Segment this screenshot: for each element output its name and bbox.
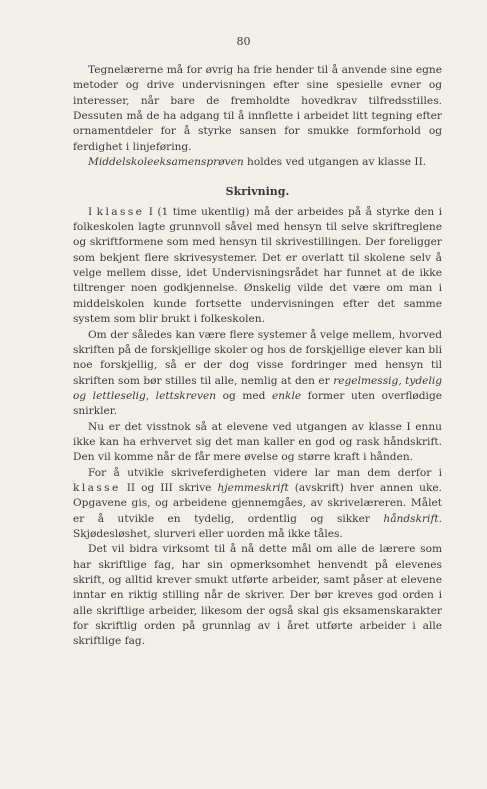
text-run: former uten overflødige snirkler. <box>73 389 442 418</box>
text-run: II og III skrive <box>120 481 218 494</box>
spaced-word: klasse <box>73 481 121 494</box>
text-run: For å utvikle skriveferdigheten videre lar man dem derfor i <box>88 466 442 479</box>
italic-run: hjemmeskrift <box>217 481 289 494</box>
section-heading: Skrivning. <box>225 185 290 199</box>
spaced-word: klasse <box>96 205 145 218</box>
paragraph-handwriting: Nu er det visstnok så at elevene ved utgangen av klasse I ennu ikke kan ha erhvervet sig det man kaller en god og rask håndskrift. Den vil komme når de får mere øvelse og større kraft i hånden. <box>73 420 442 464</box>
paragraph-requirements <box>73 328 442 420</box>
paragraph-drawing-teachers: Tegnelærerne må for øvrig ha frie hender til å anvende sine egne metoder og drive undervisningen efter sine spesielle evner og interesser, når bare de fremholdte hovedkrav tilfredsstilles. Dessuten må de ha adgang til å innflette i arbeidet litt tegning efter ornamentdeler for å styrke sansen for smukke formforhold og ferdighet i linjeføring. <box>73 64 442 153</box>
text-run: I (1 time ukentlig) må der arbeides på å styrke den i folkeskolen lagte grunnvoll såvel med hensyn til selve skriftreglene og skriftformene som med hensyn til skrivestillingen. Der foreligger som bekjent flere skrivesystemer. Det er overlatt til skolene selv å velge mellem disse, idet Undervisningsrådet har funnet at de ikke tiltrenger noen godkjennelse. Ønskelig vilde det være om man i middelskolen kunde fortsette undervisningen efter det samme system som blir brukt i folkeskolen. <box>73 205 442 326</box>
exam-name: Middelskoleeksamensprøven <box>88 156 244 169</box>
italic-run: håndskrift. <box>383 512 442 525</box>
text-run: (avskrift) hver annen uke. Opgavene gis, og arbeidene gjennemgåes, av skrivelæreren. Målet er å utvikle en tydelig, ordentlig og sikker <box>73 481 442 525</box>
text-run: I <box>88 205 97 218</box>
paragraph-exam <box>73 155 442 170</box>
italic-run: enkle <box>271 389 302 402</box>
paragraph-class-one <box>73 205 442 328</box>
exam-text: holdes ved utgangen av klasse II. <box>243 156 427 169</box>
italic-run: regelmessig, tydelig og lettleselig, lettskreven <box>73 374 443 402</box>
paragraph-all-teachers: Det vil bidra virksomt til å nå dette mål om alle de lærere som har skriftlige fag, har sin opmerksomhet henvendt på elevenes skrift, og alltid krever smukt utførte arbeider, samt påser at elevene inntar en riktig stilling når de skriver. Der bør kreves god orden i alle skriftlige arbeider, likesom der også skal gis eksamenskarakter for skriftlig orden på grunnlag av i året utførte arbeider i alle skriftlige fag. <box>73 543 442 648</box>
text-run: og med <box>216 389 272 402</box>
paragraph-homework <box>73 466 442 543</box>
text-run: Skjødesløshet, slurveri eller uorden må ikke tåles. <box>73 527 343 540</box>
body-text <box>73 63 442 650</box>
text-run: Om der således kan være flere systemer å velge mellem, hvorved skriften på de forskjellige skoler og hos de forskjellige elever kan bli noe forskjellig, så er der dog visse fordringer med hensyn til skriften som bør stilles til alle, nemlig at den er <box>73 328 442 387</box>
page-number: 80 <box>236 35 251 48</box>
